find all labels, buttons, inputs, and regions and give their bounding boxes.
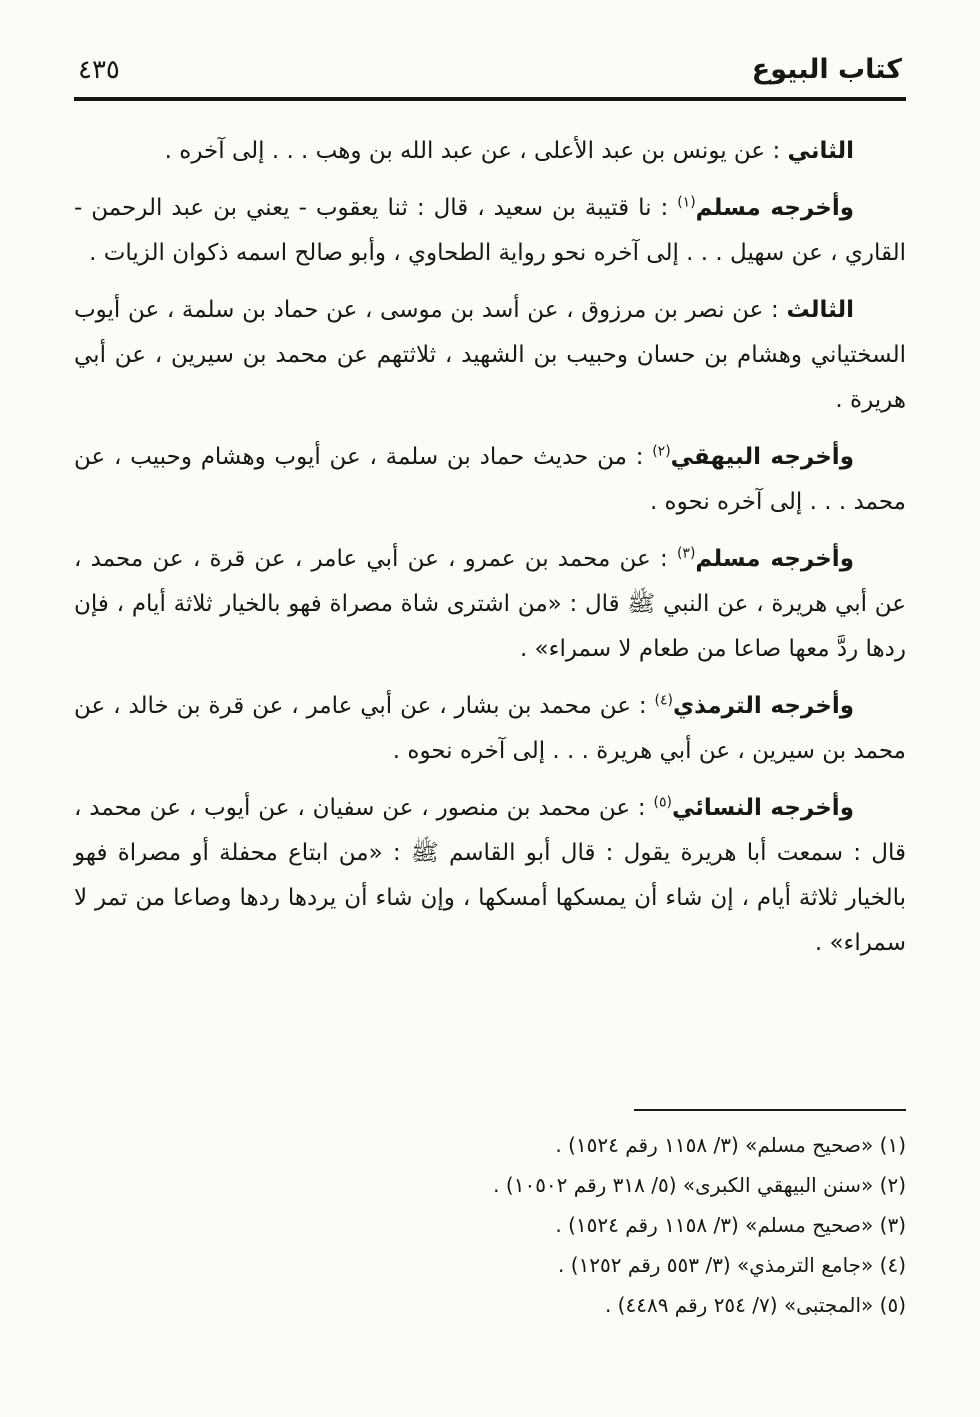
footnote-separator — [634, 1109, 906, 1111]
paragraph-text: : عن يونس بن عبد الأعلى ، عن عبد الله بن وهب . . . إلى آخره . — [164, 138, 788, 164]
paragraph-text: : من حديث حماد بن سلمة ، عن أيوب وهشام وحبيب ، عن محمد . . . إلى آخره نحوه . — [74, 444, 906, 515]
paragraph — [74, 435, 906, 525]
footnote-marker: (٤) — [654, 692, 673, 709]
page-body — [74, 129, 906, 966]
footnote: (١) «صحيح مسلم» (٣/ ١١٥٨ رقم ١٥٢٤) . — [555, 1133, 906, 1157]
paragraph-lead: الثالث — [786, 297, 854, 323]
paragraph-lead: وأخرجه البيهقي — [670, 444, 854, 470]
paragraph — [74, 129, 906, 174]
footnote-marker: (٢) — [652, 443, 671, 460]
paragraph-lead: وأخرجه الترمذي — [672, 693, 854, 719]
footnote: (٥) «المجتبى» (٧/ ٢٥٤ رقم ٤٤٨٩) . — [604, 1293, 906, 1317]
paragraph-lead: وأخرجه مسلم — [695, 546, 854, 572]
page-header — [74, 54, 906, 97]
paragraph-lead: وأخرجه مسلم — [695, 195, 854, 221]
paragraph — [74, 537, 906, 672]
paragraph-text: : عن نصر بن مرزوق ، عن أسد بن موسى ، عن حماد بن سلمة ، عن أيوب السختياني وهشام بن حسان وحبيب بن الشهيد ، ثلاثتهم عن محمد بن سيرين ، عن أبي هريرة . — [74, 297, 906, 413]
paragraph-text: : عن محمد بن بشار ، عن أبي عامر ، عن قرة بن خالد ، عن محمد بن سيرين ، عن أبي هريرة . . . إلى آخره نحوه . — [74, 693, 906, 764]
footnote: (٣) «صحيح مسلم» (٣/ ١١٥٨ رقم ١٥٢٤) . — [555, 1213, 906, 1237]
paragraph — [74, 684, 906, 774]
footnote: (٢) «سنن البيهقي الكبرى» (٥/ ٣١٨ رقم ١٠٥٠٢) . — [493, 1173, 906, 1197]
book-title: كتاب البيوع — [751, 54, 902, 85]
footnote-marker: (١) — [677, 194, 696, 211]
paragraph — [74, 786, 906, 966]
paragraph — [74, 288, 906, 423]
paragraph — [74, 186, 906, 276]
footnote-marker: (٥) — [653, 794, 672, 811]
paragraph-text: : عن محمد بن منصور ، عن سفيان ، عن أيوب ، عن محمد ، قال : سمعت أبا هريرة يقول : قال أبو القاسم ﷺ : «من ابتاع محفلة أو مصراة فهو بالخيار ثلاثة أيام ، إن شاء أن يمسكها أمسكها ، وإن شاء أن يردها ردها وصاعا من تمر لا سمراء» . — [74, 795, 906, 956]
paragraph-text: : نا قتيبة بن سعيد ، قال : ثنا يعقوب - يعني بن عبد الرحمن - القاري ، عن سهيل . . . إلى آخره نحو رواية الطحاوي ، وأبو صالح اسمه ذكوان الزيات . — [74, 195, 906, 266]
footnote-marker: (٣) — [676, 545, 696, 562]
footnotes-section — [74, 1109, 906, 1325]
header-rule — [74, 97, 906, 101]
paragraph-lead: وأخرجه النسائي — [671, 795, 854, 821]
paragraph-lead: الثاني — [787, 138, 854, 164]
page-number: ٤٣٥ — [78, 55, 120, 85]
paragraph-text: : عن محمد بن عمرو ، عن أبي عامر ، عن قرة ، عن محمد ، عن أبي هريرة ، عن النبي ﷺ قال : «من اشترى شاة مصراة فهو بالخيار ثلاثة أيام ، فإن ردها ردَّ معها صاعا من طعام لا سمراء» . — [74, 546, 906, 662]
footnote: (٤) «جامع الترمذي» (٣/ ٥٥٣ رقم ١٢٥٢) . — [558, 1253, 906, 1277]
